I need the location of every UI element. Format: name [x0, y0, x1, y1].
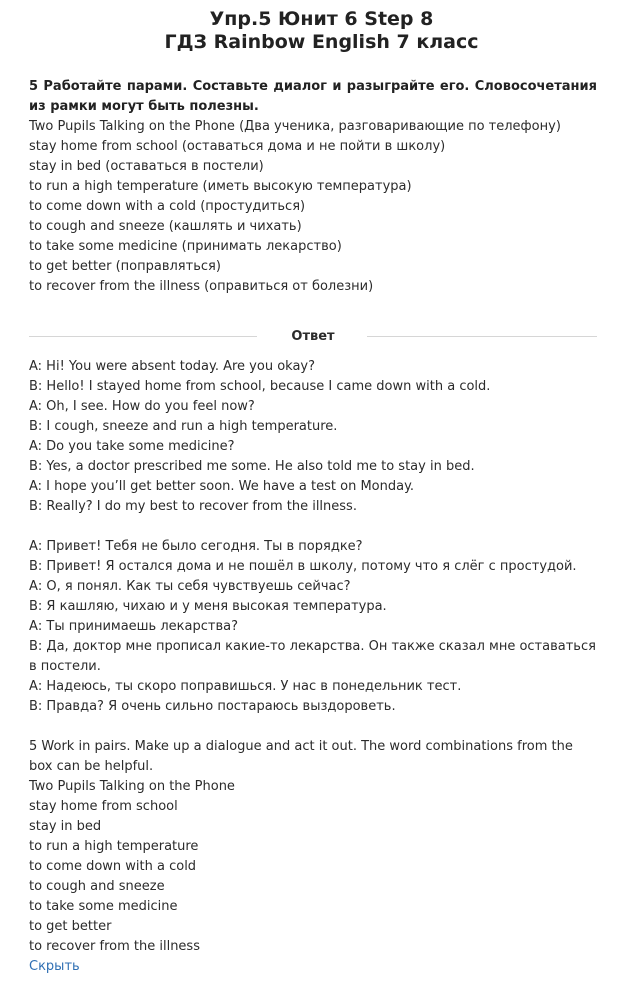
- dialogue-line: A: I hope you’ll get better soon. We have a test on Monday.: [29, 479, 415, 494]
- english-task-item: stay in bed: [29, 819, 102, 834]
- task-item: to run a high temperature (иметь высокую температура): [29, 179, 412, 194]
- task-item: to recover from the illness (оправиться от болезни): [29, 279, 374, 294]
- divider-line-right: [367, 336, 597, 337]
- english-task-block: [29, 737, 597, 977]
- task-block: [29, 77, 597, 297]
- dialogue-line: А: Надеюсь, ты скоро поправишься. У нас в понедельник тест.: [29, 679, 462, 694]
- task-item: stay home from school (оставаться дома и не пойти в школу): [29, 139, 446, 154]
- task-instruction: 5 Работайте парами. Составьте диалог и разыграйте его. Словосочетания из рамки могут быть полезны.: [29, 79, 597, 114]
- dialogue-line: А: Привет! Тебя не было сегодня. Ты в порядке?: [29, 539, 363, 554]
- english-task-item: to come down with a cold: [29, 859, 197, 874]
- answer-heading: Ответ: [291, 329, 335, 344]
- english-task-item: Two Pupils Talking on the Phone: [29, 779, 235, 794]
- dialogue-line: A: Hi! You were absent today. Are you okay?: [29, 359, 316, 374]
- english-task-item: to recover from the illness: [29, 939, 200, 954]
- english-task-item: stay home from school: [29, 799, 178, 814]
- task-item: to get better (поправляться): [29, 259, 221, 274]
- dialogue-line: B: Yes, a doctor prescribed me some. He also told me to stay in bed.: [29, 459, 475, 474]
- dialogue-line: A: Do you take some medicine?: [29, 439, 235, 454]
- dialogue-english: [29, 357, 597, 517]
- dialogue-line: B: I cough, sneeze and run a high temperature.: [29, 419, 338, 434]
- english-task-item: to run a high temperature: [29, 839, 199, 854]
- english-task-item: to cough and sneeze: [29, 879, 165, 894]
- english-task-item: to get better: [29, 919, 112, 934]
- english-task-item: to take some medicine: [29, 899, 178, 914]
- task-item: stay in bed (оставаться в постели): [29, 159, 264, 174]
- dialogue-line: В: Я кашляю, чихаю и у меня высокая температура.: [29, 599, 387, 614]
- dialogue-line: А: Ты принимаешь лекарства?: [29, 619, 238, 634]
- english-task-instruction: 5 Work in pairs. Make up a dialogue and act it out. The word combinations from the box can be helpful.: [29, 739, 573, 774]
- page-title: [0, 0, 643, 54]
- task-item: to come down with a cold (простудиться): [29, 199, 306, 214]
- dialogue-line: A: Oh, I see. How do you feel now?: [29, 399, 255, 414]
- dialogue-line: А: О, я понял. Как ты себя чувствуешь сейчас?: [29, 579, 351, 594]
- dialogue-line: В: Привет! Я остался дома и не пошёл в школу, потому что я слёг с простудой.: [29, 559, 577, 574]
- dialogue-russian: [29, 537, 597, 717]
- answer-divider: [29, 327, 597, 347]
- task-item: Two Pupils Talking on the Phone (Два ученика, разговаривающие по телефону): [29, 119, 561, 134]
- hide-link[interactable]: Скрыть: [29, 959, 80, 974]
- dialogue-line: B: Hello! I stayed home from school, because I came down with a cold.: [29, 379, 491, 394]
- page-title-line-1: Упр.5 Юнит 6 Step 8: [209, 8, 434, 30]
- dialogue-line: B: Really? I do my best to recover from the illness.: [29, 499, 357, 514]
- dialogue-line: В: Правда? Я очень сильно постараюсь выздороветь.: [29, 699, 396, 714]
- task-item: to take some medicine (принимать лекарство): [29, 239, 342, 254]
- page-title-line-2: ГДЗ Rainbow English 7 класс: [164, 31, 479, 53]
- task-item: to cough and sneeze (кашлять и чихать): [29, 219, 302, 234]
- dialogue-line: В: Да, доктор мне прописал какие-то лекарства. Он также сказал мне оставаться в постели.: [29, 639, 596, 674]
